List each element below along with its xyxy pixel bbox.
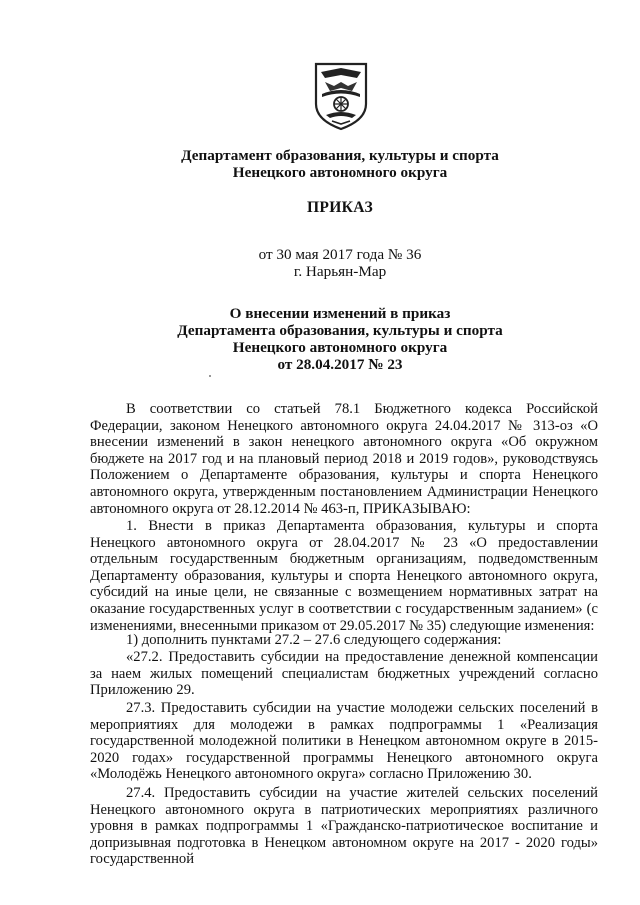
subject-line4: от 28.04.2017 № 23: [277, 356, 403, 373]
order-date-number: от 30 мая 2017 года № 36: [258, 246, 422, 263]
department-header: [90, 147, 590, 181]
department-header-line2: Ненецкого автономного округа: [232, 164, 448, 181]
document-type: ПРИКАЗ: [307, 199, 373, 216]
item-1-paragraph: 1. Внести в приказ Департамента образования, культуры и спорта Ненецкого автономного округа от 28.04.2017 № 23 «О предоставлении отдельным государственным бюджетным организациям, подведомственным Департаменту образования, культуры и спорта Ненецкого автономного округа, субсидий на иные цели, не связанные с возмещением нормативных затрат на оказание государственных услуг в соответствии с государственным заданием» (с изменениями, внесенными приказом от 29.05.2017 № 35) следующие изменения:: [90, 518, 598, 634]
subject-line2: Департамента образования, культуры и спорта: [177, 322, 503, 339]
order-subject: [90, 305, 590, 373]
clause-27-2-paragraph: «27.2. Предоставить субсидии на предоставление денежной компенсации за наем жилых помещений специалистам бюджетных учреждений согласно Приложению 29.: [90, 649, 598, 699]
subitem-1-paragraph: 1) дополнить пунктами 27.2 – 27.6 следующего содержания:: [126, 632, 502, 648]
preamble-paragraph: В соответствии со статьей 78.1 Бюджетного кодекса Российской Федерации, законом Ненецкого автономного округа 24.04.2017 № 313-оз «О внесении изменений в закон ненецкого автономного округа «Об окружном бюджете на 2017 год и на плановый период 2018 и 2019 годов», руководствуясь Положением о Департаменте образования, культуры и спорта Ненецкого автономного округа, утвержденным постановлением Администрации Ненецкого автономного округа от 28.12.2014 № 463-п, ПРИКАЗЫВАЮ:: [90, 401, 598, 517]
date-place-block: [90, 246, 590, 280]
order-place: г. Нарьян-Мар: [293, 263, 387, 280]
clause-27-3-paragraph: 27.3. Предоставить субсидии на участие молодежи сельских поселений в мероприятиях для молодежи в рамках подпрограммы 1 «Реализация государственной молодежной политики в Ненецком автономном округе в 2015-2020 годах» государственной программы Ненецкого автономного округа «Молодёжь Ненецкого автономного округа» согласно Приложению 30.: [90, 700, 598, 783]
subject-line3: Ненецкого автономного округа: [232, 339, 448, 356]
scan-speck: [209, 375, 211, 377]
department-header-line1: Департамент образования, культуры и спорта: [181, 147, 499, 164]
clause-27-4-paragraph: 27.4. Предоставить субсидии на участие жителей сельских поселений Ненецкого автономного округа в патриотических мероприятиях различного уровня в рамках подпрограммы 1 «Гражданско-патриотическое воспитание и допризывная подготовка в Ненецком автономном округе на 2017 - 2020 годы» государственной: [90, 785, 598, 868]
coat-of-arms-emblem: [312, 60, 370, 132]
subject-line1: О внесении изменений в приказ: [229, 305, 451, 322]
